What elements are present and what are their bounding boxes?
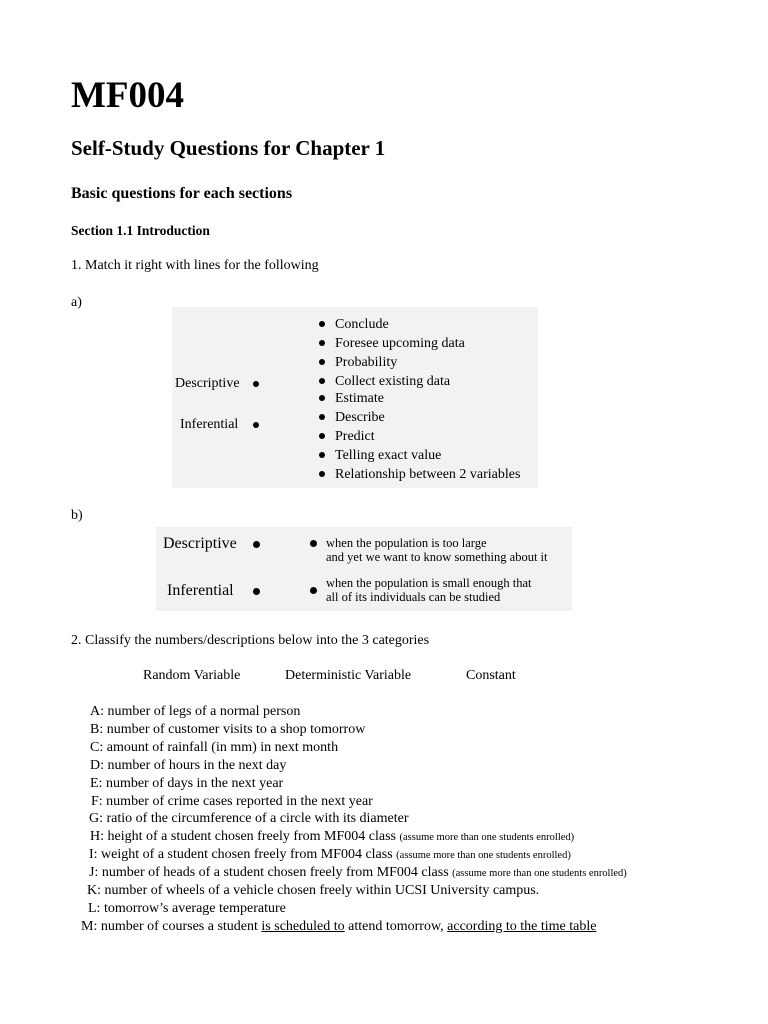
chapter-title: Self-Study Questions for Chapter 1: [71, 136, 386, 160]
fig-b-term-dot: [253, 588, 260, 595]
fig-a-option: Estimate: [335, 391, 384, 406]
fig-a-term-descriptive: Descriptive: [175, 376, 240, 391]
list-item: G: ratio of the circumference of a circle with its diameter: [89, 811, 409, 826]
question-2-prompt: 2. Classify the numbers/descriptions below into the 3 categories: [71, 633, 430, 648]
fig-b-term-dot: [253, 541, 260, 548]
list-item: B: number of customer visits to a shop tomorrow: [90, 722, 366, 737]
fig-a-option: Conclude: [335, 317, 389, 332]
fig-a-option: Describe: [335, 410, 385, 425]
fig-b-description-dot: [310, 587, 317, 594]
list-item: J: number of heads of a student chosen freely from MF004 class (assume more than one students enrolled): [89, 865, 627, 880]
fig-a-option-dot: [319, 359, 325, 365]
category-deterministic-variable: Deterministic Variable: [285, 668, 412, 683]
fig-a-option-dot: [319, 340, 325, 346]
list-item: K: number of wheels of a vehicle chosen freely within UCSI University campus.: [87, 883, 540, 898]
fig-a-option: Collect existing data: [335, 374, 451, 389]
item-note: (assume more than one students enrolled): [396, 850, 571, 861]
fig-a-term-inferential: Inferential: [180, 417, 239, 432]
fig-a-option: Foresee upcoming data: [335, 336, 465, 351]
list-item: M: number of courses a student is scheduled to attend tomorrow, according to the time table: [81, 919, 597, 934]
fig-a-option-dot: [319, 414, 325, 420]
fig-b-description-line: when the population is too large: [326, 536, 487, 550]
fig-a-option: Relationship between 2 variables: [335, 467, 521, 482]
question-1-prompt: 1. Match it right with lines for the following: [71, 258, 319, 273]
list-item: E: number of days in the next year: [90, 776, 284, 791]
part-a-label: a): [71, 295, 82, 310]
list-item: C: amount of rainfall (in mm) in next month: [90, 740, 339, 755]
fig-b-description-line: and yet we want to know something about it: [326, 550, 548, 564]
list-item: D: number of hours in the next day: [90, 758, 287, 773]
fig-a-option-dot: [319, 471, 325, 477]
fig-a-option-dot: [319, 433, 325, 439]
list-item: F: number of crime cases reported in the next year: [91, 794, 373, 809]
matching-figure-a: [172, 307, 538, 488]
basic-questions-heading: Basic questions for each sections: [71, 185, 293, 202]
fig-b-term-descriptive: Descriptive: [163, 535, 237, 552]
fig-b-term-inferential: Inferential: [167, 582, 234, 599]
matching-figure-b: [156, 527, 572, 611]
fig-b-description-line: when the population is small enough that: [326, 576, 532, 590]
fig-a-option: Probability: [335, 355, 398, 370]
item-note: (assume more than one students enrolled): [452, 868, 627, 879]
fig-b-description-line: all of its individuals can be studied: [326, 590, 501, 604]
part-b-label: b): [71, 508, 83, 523]
category-constant: Constant: [466, 668, 516, 683]
fig-b-description-dot: [310, 540, 317, 547]
fig-a-option: Predict: [335, 429, 375, 444]
fig-a-term-dot: [253, 422, 259, 428]
list-item: H: height of a student chosen freely from MF004 class (assume more than one students enrolled): [90, 829, 575, 844]
fig-a-option: Telling exact value: [335, 448, 442, 463]
list-item: L: tomorrow’s average temperature: [88, 901, 286, 916]
fig-a-option-dot: [319, 378, 325, 384]
fig-a-option-dot: [319, 321, 325, 327]
fig-a-option-dot: [319, 452, 325, 458]
list-item: A: number of legs of a normal person: [90, 704, 301, 719]
document-title: MF004: [71, 75, 185, 116]
fig-a-option-dot: [319, 395, 325, 401]
list-item: I: weight of a student chosen freely from MF004 class (assume more than one students enrolled): [89, 847, 571, 862]
category-random-variable: Random Variable: [143, 668, 241, 683]
item-note: (assume more than one students enrolled): [399, 832, 575, 843]
fig-a-term-dot: [253, 381, 259, 387]
section-heading: Section 1.1 Introduction: [71, 223, 210, 238]
